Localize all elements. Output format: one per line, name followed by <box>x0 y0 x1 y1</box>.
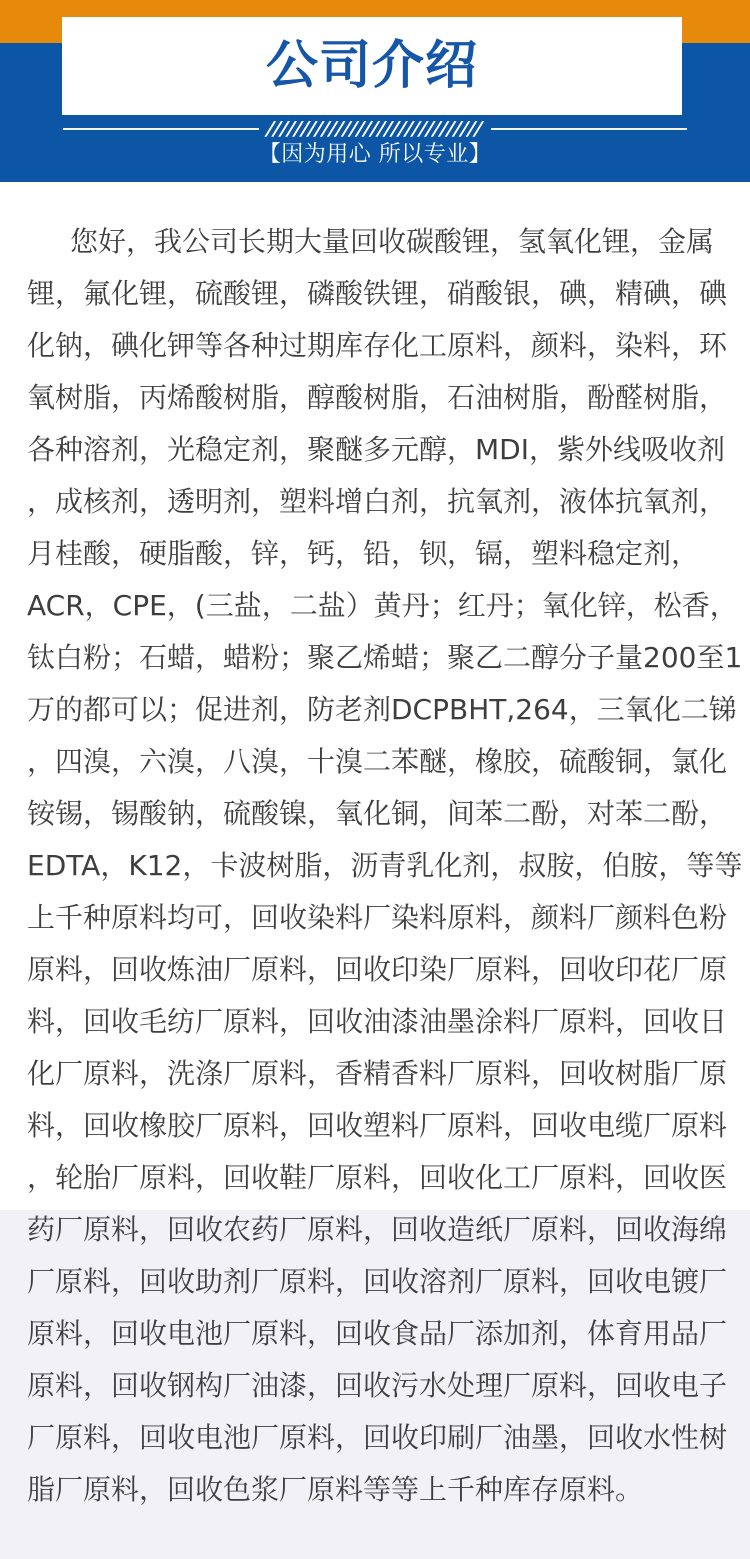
paragraph-line: EDTA，K12，卡波树脂，沥青乳化剂，叔胺，伯胺，等等 <box>27 849 743 882</box>
paragraph-line: 铵锡，锡酸钠，硫酸镍，氧化铜，间苯二酚，对苯二酚， <box>27 797 728 830</box>
divider-line-right <box>491 128 687 130</box>
paragraph-line: 锂，氟化锂，硫酸锂，磷酸铁锂，硝酸银，碘，精碘，碘 <box>27 277 728 310</box>
paragraph-line: 万的都可以；促进剂，防老剂DCPBHT,264，三氧化二锑 <box>27 693 737 726</box>
paragraph-line: 料，回收橡胶厂原料，回收塑料厂原料，回收电缆厂原料 <box>27 1109 728 1142</box>
paragraph-line: 上千种原料均可，回收染料厂染料原料，颜料厂颜料色粉 <box>27 901 728 934</box>
paragraph-line: 氧树脂，丙烯酸树脂，醇酸树脂，石油树脂，酚醛树脂， <box>27 381 728 414</box>
paragraph-line: 原料，回收炼油厂原料，回收印染厂原料，回收印花厂原 <box>27 953 728 986</box>
company-intro-text <box>0 182 750 1516</box>
paragraph-line: ，轮胎厂原料，回收鞋厂原料，回收化工厂原料，回收医 <box>27 1161 728 1194</box>
paragraph-line: 化厂原料，洗涤厂原料，香精香料厂原料，回收树脂厂原 <box>27 1057 728 1090</box>
paragraph-line: 厂原料，回收电池厂原料，回收印刷厂油墨，回收水性树 <box>27 1421 728 1454</box>
paragraph-line: ACR，CPE，(三盐，二盐）黄丹；红丹；氧化锌，松香， <box>27 589 738 622</box>
title-box <box>62 17 682 115</box>
paragraph-line: 化钠，碘化钾等各种过期库存化工原料，颜料，染料，环 <box>27 329 728 362</box>
paragraph-line: 脂厂原料，回收色浆厂原料等等上千种库存原料。 <box>27 1473 644 1506</box>
paragraph-line: ，成核剂，透明剂，塑料增白剂，抗氧剂，液体抗氧剂， <box>27 485 728 518</box>
header-banner <box>0 0 750 182</box>
paragraph-line: 各种溶剂，光稳定剂，聚醚多元醇，MDI，紫外线吸收剂 <box>27 433 725 466</box>
page-title: 公司介绍 <box>265 36 478 96</box>
paragraph-line: 料，回收毛纺厂原料，回收油漆油墨涂料厂原料，回收日 <box>27 1005 728 1038</box>
paragraph-line: 原料，回收钢构厂油漆，回收污水处理厂原料，回收电子 <box>27 1369 728 1402</box>
paragraph-line: 厂原料，回收助剂厂原料，回收溶剂厂原料，回收电镀厂 <box>27 1265 728 1298</box>
divider-line-left <box>63 128 259 130</box>
paragraph-line: ，四溴，六溴，八溴，十溴二苯醚，橡胶，硫酸铜，氯化 <box>27 745 728 778</box>
header-divider <box>63 120 687 138</box>
paragraph-line: 药厂原料，回收农药厂原料，回收造纸厂原料，回收海绵 <box>27 1213 728 1246</box>
header-tagline: 【因为用心 所以专业】 <box>258 142 492 167</box>
paragraph-line: 钛白粉；石蜡，蜡粉；聚乙烯蜡；聚乙二醇分子量200至1 <box>27 641 743 674</box>
divider-slashes-ornament: /////////////////////////////// <box>266 118 484 140</box>
paragraph-line: 您好，我公司长期大量回收碳酸锂，氢氧化锂，金属 <box>70 225 715 258</box>
paragraph-line: 月桂酸，硬脂酸，锌，钙，铅，钡，镉，塑料稳定剂， <box>27 537 700 570</box>
paragraph-line: 原料，回收电池厂原料，回收食品厂添加剂，体育用品厂 <box>27 1317 728 1350</box>
